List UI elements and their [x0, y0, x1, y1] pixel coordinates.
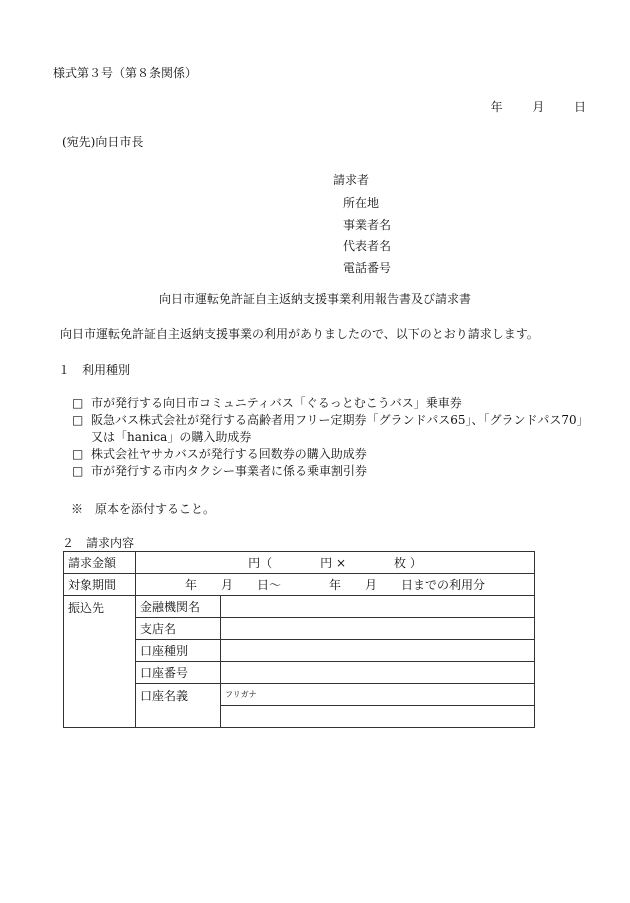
table-row: [64, 596, 535, 618]
date-line: [491, 98, 586, 115]
period-value[interactable]: 年 月 日～ 年 月 日までの利用分: [136, 574, 535, 596]
date-month: 月: [532, 100, 545, 114]
option-text: 市が発行する市内タクシー事業者に係る乗車割引券: [91, 464, 368, 478]
option-text: 株式会社ヤサカバスが発行する回数券の購入助成券: [91, 447, 367, 461]
usage-type-options: [72, 395, 591, 480]
amount-label: 請求金額: [64, 552, 136, 574]
account-holder-label: 口座名義: [136, 684, 221, 728]
option-gurutto-bus[interactable]: [72, 395, 591, 412]
request-table: [63, 551, 535, 728]
account-number-label: 口座番号: [136, 662, 221, 684]
claimant-heading: 請求者: [333, 173, 370, 187]
account-holder-input[interactable]: [221, 706, 535, 728]
addressee: (宛先)向日市長: [62, 135, 144, 149]
account-type-label: 口座種別: [136, 640, 221, 662]
account-number-input[interactable]: [221, 662, 535, 684]
account-type-input[interactable]: [221, 640, 535, 662]
option-taxi[interactable]: [72, 463, 591, 480]
bank-name-input[interactable]: [221, 596, 535, 618]
date-year: 年: [490, 100, 503, 114]
option-hankyu-bus[interactable]: [72, 412, 591, 446]
option-yasaka-bus[interactable]: [72, 446, 591, 463]
checkbox[interactable]: □: [72, 396, 84, 410]
checkbox[interactable]: □: [72, 447, 84, 461]
document-title: 向日市運転免許証自主返納支援事業利用報告書及び請求書: [158, 292, 471, 306]
bank-name-label: 金融機関名: [136, 596, 221, 618]
branch-name-input[interactable]: [221, 618, 535, 640]
table-row: [64, 574, 535, 596]
amount-value[interactable]: 円（ 円 × 枚 ）: [136, 552, 535, 574]
option-text: 阪急バス株式会社が発行する高齢者用フリー定期券「グランドパス65」、「グランドパス70」又は「hanica」の購入助成券: [91, 413, 583, 444]
option-text: 市が発行する向日市コミュニティバス「ぐるっとむこうバス」乗車券: [91, 396, 462, 410]
claimant-business-name-label: 事業者名: [343, 217, 392, 232]
transfer-label: 振込先: [64, 596, 136, 728]
lead-text: 向日市運転免許証自主返納支援事業の利用がありましたので、以下のとおり請求します。: [60, 327, 539, 341]
checkbox[interactable]: □: [72, 413, 84, 427]
claimant-fields: [343, 193, 391, 279]
claimant-representative-label: 代表者名: [343, 239, 392, 253]
form-number: 様式第３号（第８条関係）: [53, 66, 198, 80]
period-label: 対象期間: [64, 574, 136, 596]
branch-name-label: 支店名: [136, 618, 221, 640]
claimant-phone-label: 電話番号: [343, 260, 392, 275]
attachment-note: ※ 原本を添付すること。: [71, 502, 216, 516]
date-day: 日: [573, 100, 586, 114]
checkbox[interactable]: □: [72, 464, 84, 478]
furigana-label[interactable]: フリガナ: [221, 684, 535, 706]
claimant-address-label: 所在地: [343, 196, 380, 210]
section1-heading: １ 利用種別: [58, 363, 131, 377]
section2-heading: ２ 請求内容: [62, 536, 135, 550]
table-row: [64, 552, 535, 574]
